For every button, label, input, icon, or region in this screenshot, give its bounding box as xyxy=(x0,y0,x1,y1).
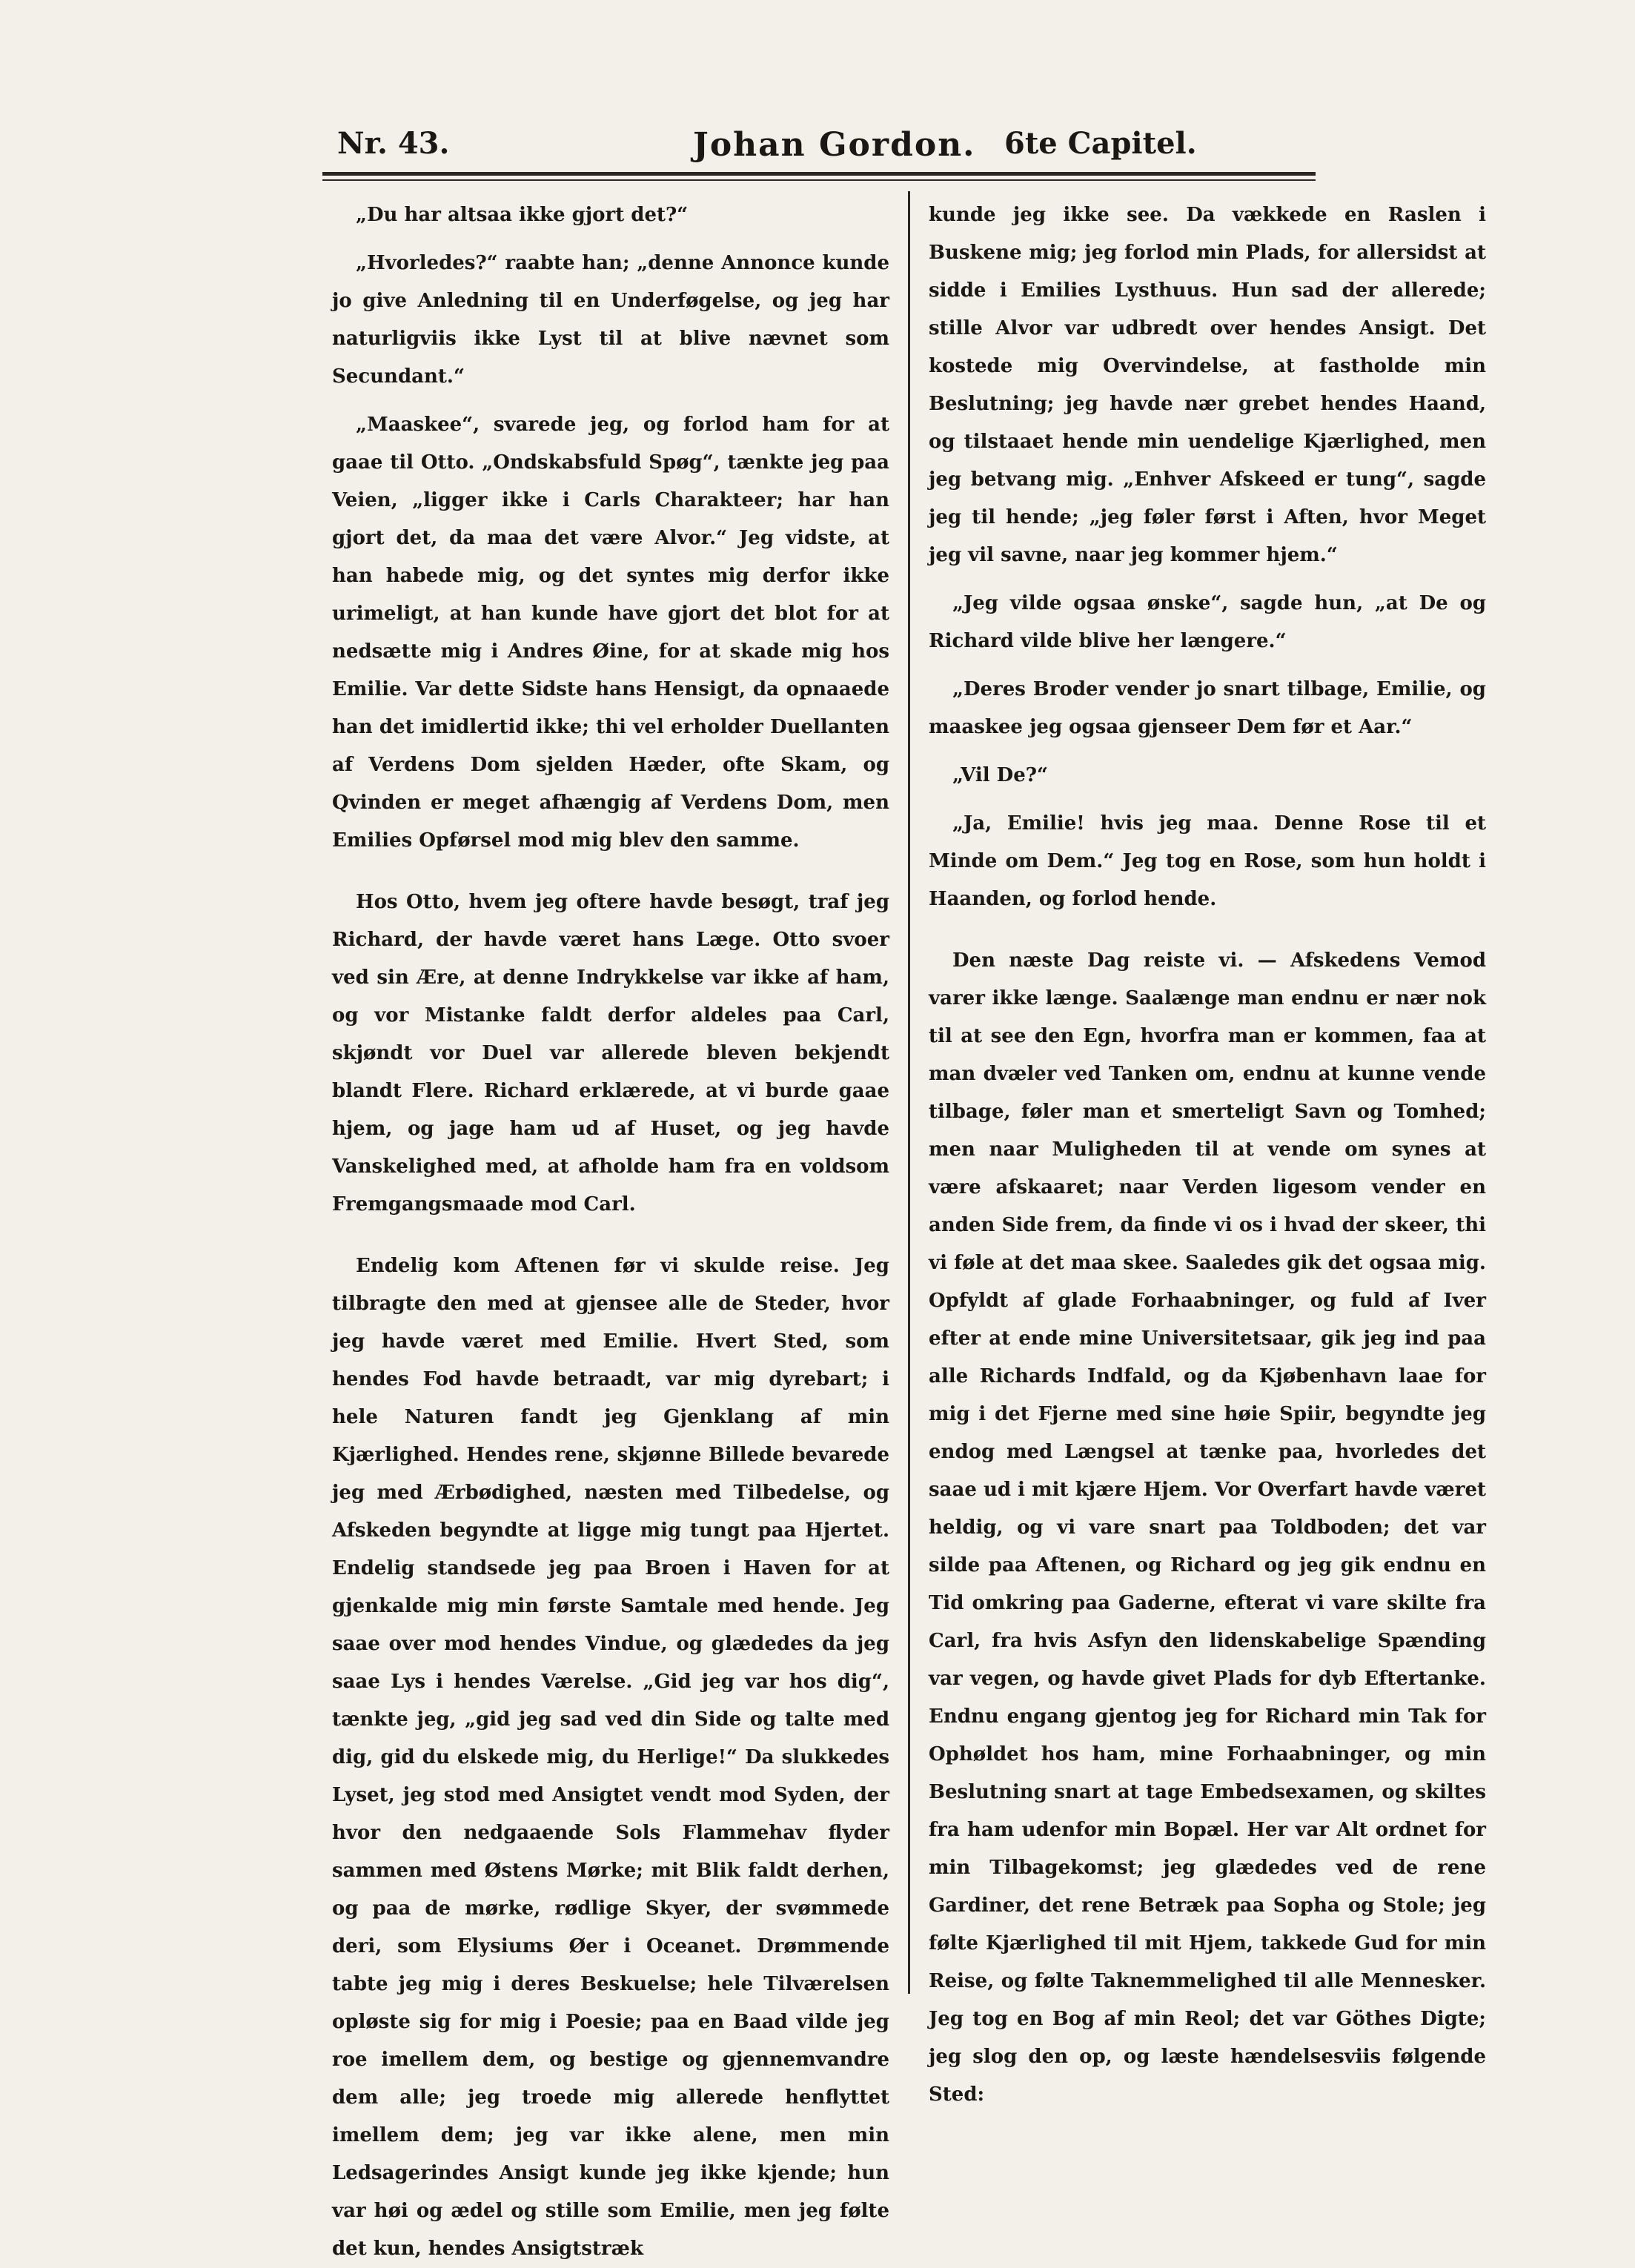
paragraph: „Maaskee“, svarede jeg, og forlod ham for at gaae til Otto. „Ondskabsfuld Spøg“, tænkte jeg paa Veien, „ligger ikke i Carls Charakteer; har han gjort det, da maa det være Alvor.“ Jeg vidste, at han habede mig, og det syntes mig derfor ikke urimeligt, at han kunde have gjort det blot for at nedsætte mig i Andres Øine, for at skade mig hos Emilie. Var dette Sidste hans Hensigt, da opnaaede han det imidlertid ikke; thi vel erholder Duellanten af Verdens Dom sjelden Hæder, ofte Skam, og Qvinden er meget afhængig af Verdens Dom, men Emilies Opførsel mod mig blev den samme. xyxy=(332,414,889,852)
paragraph: „Deres Broder vender jo snart tilbage, Emilie, og maaskee jeg ogsaa gjenseer Dem før et Aar.“ xyxy=(929,678,1486,738)
paragraph: kunde jeg ikke see. Da vækkede en Raslen i Buskene mig; jeg forlod min Plads, for allersidst at sidde i Emilies Lysthuus. Hun sad der allerede; stille Alvor var udbredt over hendes Ansigt. Det kostede mig Overvindelse, at fastholde min Beslutning; jeg havde nær grebet hendes Haand, og tilstaaet hende min uendelige Kjærlighed, men jeg betvang mig. „Enhver Afskeed er tung“, sagde jeg til hende; „jeg føler først i Aften, hvor Meget jeg vil savne, naar jeg kommer hjem.“ xyxy=(929,204,1486,566)
paragraph: „Jeg vilde ogsaa ønske“, sagde hun, „at De og Richard vilde blive her længere.“ xyxy=(929,592,1486,652)
paragraph: Endelig kom Aftenen før vi skulde reise. Jeg tilbragte den med at gjensee alle de Steder, hvor jeg havde været med Emilie. Hvert Sted, som hendes Fod havde betraadt, var mig dyrebart; i hele Naturen fandt jeg Gjenklang af min Kjærlighed. Hendes rene, skjønne Billede bevarede jeg med Ærbødighed, næsten med Tilbedelse, og Afskeden begyndte at ligge mig tungt paa Hjertet. Endelig standsede jeg paa Broen i Haven for at gjenkalde mig min første Samtale med hende. Jeg saae over mod hendes Vindue, og glædedes da jeg saae Lys i hendes Værelse. „Gid jeg var hos dig“, tænkte jeg, „gid jeg sad ved din Side og talte med dig, gid du elskede mig, du Herlige!“ Da slukkedes Lyset, jeg stod med Ansigtet vendt mod Syden, der hvor den nedgaaende Sols Flammehav flyder sammen med Østens Mørke; mit Blik faldt derhen, og paa de mørke, rødlige Skyer, der svømmede deri, som Elysiums Øer i Oceanet. Drømmende tabte jeg mig i deres Beskuelse; hele Tilværelsen opløste sig for mig i Poesie; paa en Baad vilde jeg roe imellem dem, og bestige og gjennemvandre dem alle; jeg troede mig allerede henflyttet imellem dem; jeg var ikke alene, men min Ledsagerindes Ansigt kunde jeg ikke kjende; hun var høi og ædel og stille som Emilie, men jeg følte det kun, hendes Ansigtstræk xyxy=(332,1255,889,2260)
page-header xyxy=(337,126,1219,185)
paragraph: „Hvorledes?“ raabte han; „denne Annonce kunde jo give Anledning til en Underføgelse, og jeg har naturligviis ikke Lyst til at blive nævnet som Secundant.“ xyxy=(332,252,889,388)
paragraph: Hos Otto, hvem jeg oftere havde besøgt, traf jeg Richard, der havde været hans Læge. Otto svoer ved sin Ære, at denne Indrykkelse var ikke af ham, og vor Mistanke faldt derfor aldeles paa Carl, skjøndt vor Duel var allerede bleven bekjendt blandt Flere. Richard erklærede, at vi burde gaae hjem, og jage ham ud af Huset, og jeg havde Vanskelighed med, at afholde ham fra en voldsom Fremgangsmaade mod Carl. xyxy=(332,891,889,1216)
header-rule-thin xyxy=(322,179,1316,181)
running-title: Johan Gordon. xyxy=(693,126,976,164)
column-divider xyxy=(908,191,910,1994)
left-column xyxy=(332,196,889,2268)
paragraph: „Du har altsaa ikke gjort det?“ xyxy=(356,204,689,226)
chapter-label: 6te Capitel. xyxy=(1004,126,1197,161)
paragraph: „Ja, Emilie! hvis jeg maa. Denne Rose til et Minde om Dem.“ Jeg tog en Rose, som hun holdt i Haanden, og forlod hende. xyxy=(929,812,1486,910)
right-column xyxy=(929,196,1486,2114)
paragraph: Den næste Dag reiste vi. — Afskedens Vemod varer ikke længe. Saalænge man endnu er nær nok til at see den Egn, hvorfra man er kommen, faa at man dvæler ved Tanken om, endnu at kunne vende tilbage, føler man et smerteligt Savn og Tomhed; men naar Muligheden til at vende om synes at være afskaaret; naar Verden ligesom vender en anden Side frem, da finde vi os i hvad der skeer, thi vi føle at det maa skee. Saaledes gik det ogsaa mig. Opfyldt af glade Forhaabninger, og fuld af Iver efter at ende mine Universitetsaar, gik jeg ind paa alle Richards Indfald, og da Kjøbenhavn laae for mig i det Fjerne med sine høie Spiir, begyndte jeg endog med Længsel at tænke paa, hvorledes det saae ud i mit kjære Hjem. Vor Overfart havde været heldig, og vi vare snart paa Toldboden; det var silde paa Aftenen, og Richard og jeg gik endnu en Tid omkring paa Gaderne, efterat vi vare skilte fra Carl, fra hvis Asfyn den lidenskabelige Spænding var vegen, og havde givet Plads for dyb Eftertanke. Endnu engang gjentog jeg for Richard min Tak for Ophøldet hos ham, mine Forhaabninger, og min Beslutning snart at tage Embedsexamen, og skiltes fra ham udenfor min Bopæl. Her var Alt ordnet for min Tilbagekomst; jeg glædedes ved de rene Gardiner, det rene Betræk paa Sopha og Stole; jeg følte Kjærlighed til mit Hjem, takkede Gud for min Reise, og følte Taknemmelighed til alle Mennesker. Jeg tog en Bog af min Reol; det var Göthes Digte; jeg slog den op, og læste hændelsesviis følgende Sted: xyxy=(929,949,1486,2106)
paragraph: „Vil De?“ xyxy=(952,764,1048,786)
page-number: Nr. 43. xyxy=(337,126,450,161)
header-rule-thick xyxy=(322,172,1316,176)
